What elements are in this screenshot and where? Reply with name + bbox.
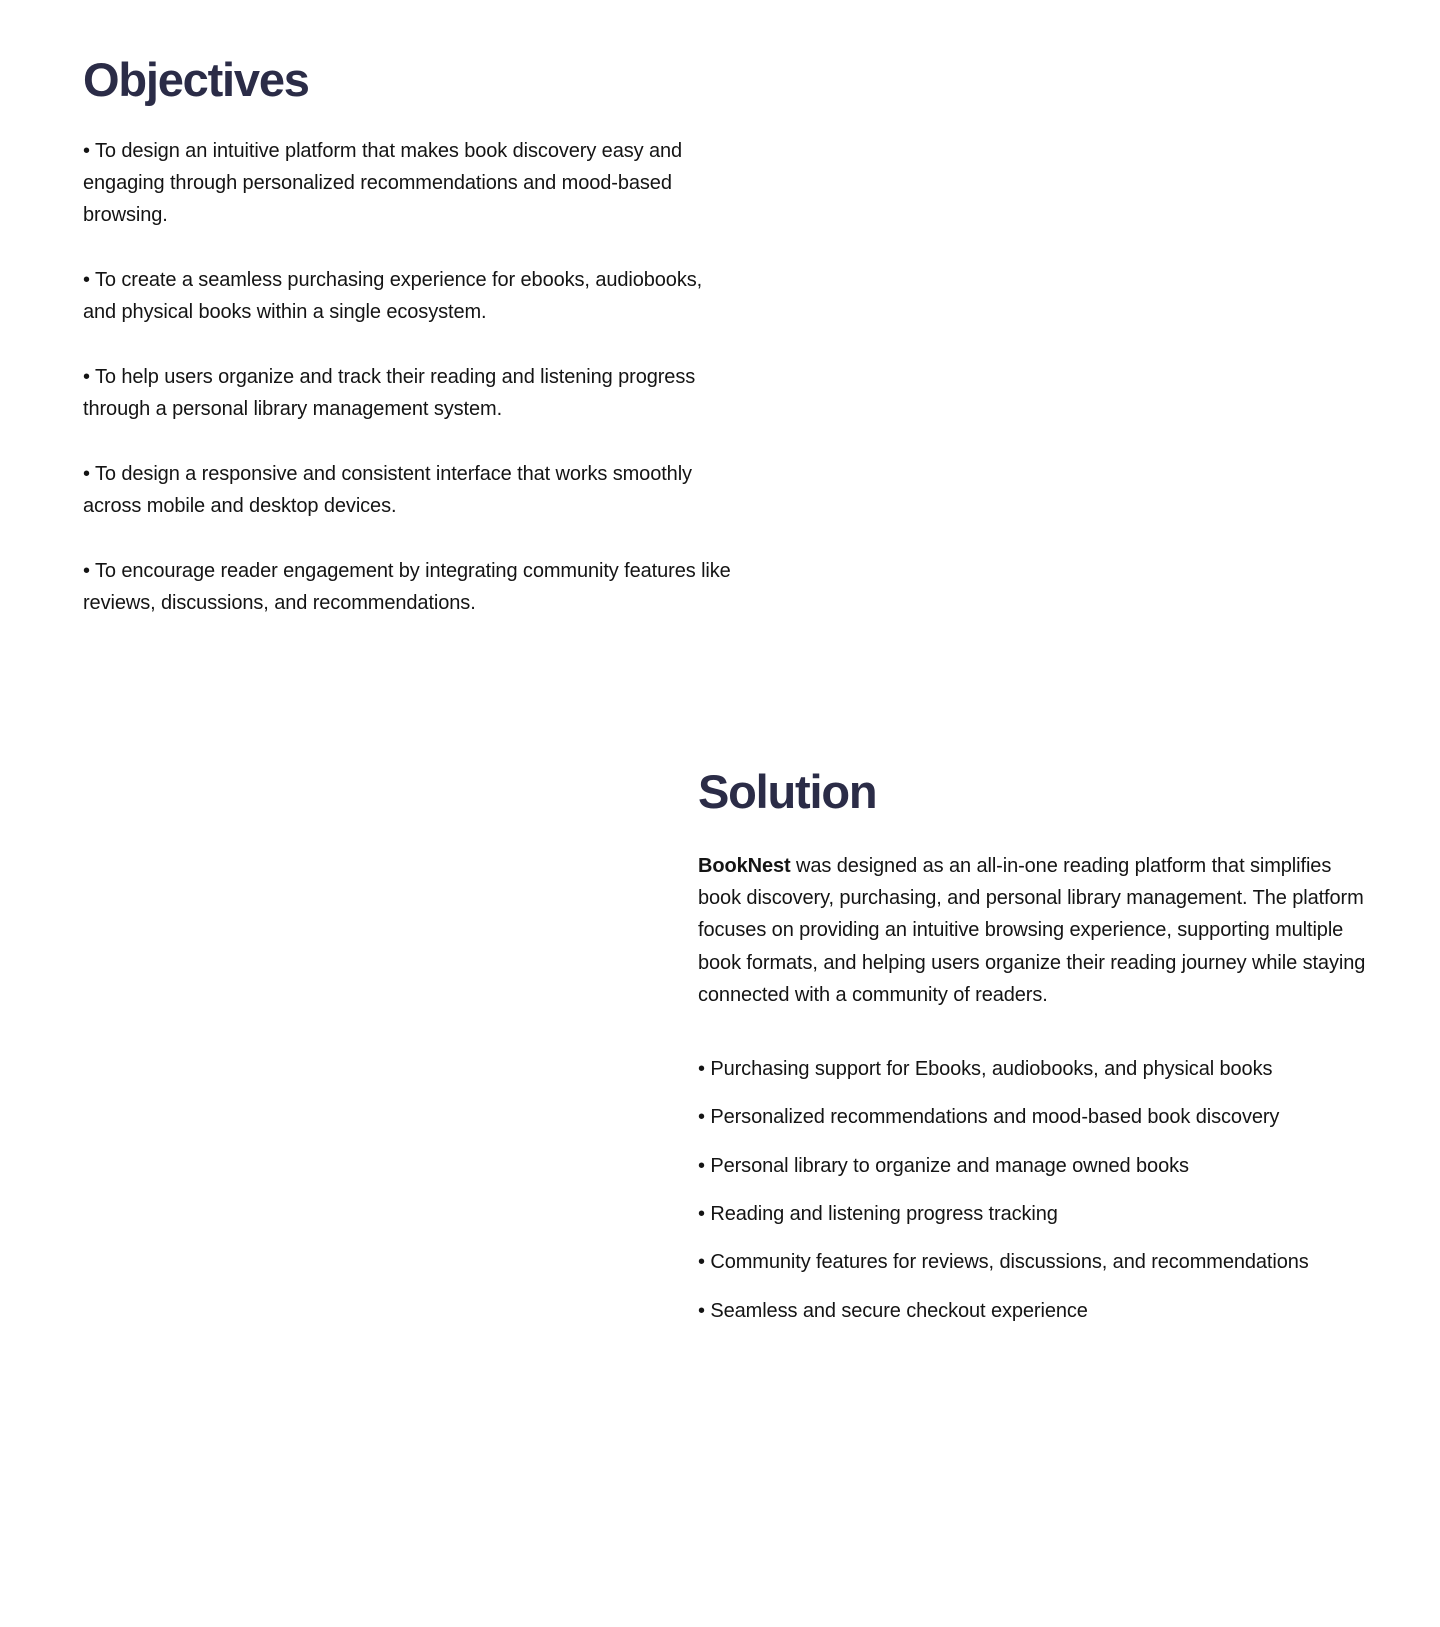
feature-item: • Seamless and secure checkout experience — [698, 1299, 1088, 1322]
objective-item: • To design an intuitive platform that makes book discovery easy and engaging through personalized recommendations and mood-based browsing. — [83, 139, 683, 227]
objectives-heading: Objectives — [83, 53, 309, 106]
objectives-section — [83, 54, 733, 619]
feature-item: • Reading and listening progress tracking — [698, 1203, 1058, 1226]
feature-list — [698, 1053, 1378, 1327]
feature-item: • Personal library to organize and manage owned books — [698, 1154, 1189, 1177]
solution-intro — [698, 850, 1378, 1011]
objective-item: • To design a responsive and consistent interface that works smoothly across mobile and desktop devices. — [83, 462, 692, 517]
feature-item: • Purchasing support for Ebooks, audiobooks, and physical books — [698, 1058, 1273, 1081]
solution-section — [698, 766, 1378, 1327]
feature-item: • Personalized recommendations and mood-based book discovery — [698, 1106, 1280, 1129]
solution-intro-text: was designed as an all-in-one reading platform that simplifies book discovery, purchasing, and personal library management. The platform focuses on providing an intuitive browsing experience, supporting multiple book formats, and helping users organize their reading journey while staying connected with a community of readers. — [698, 854, 1366, 1006]
feature-item: • Community features for reviews, discussions, and recommendations — [698, 1251, 1309, 1274]
objectives-list — [83, 135, 733, 619]
brand-name: BookNest — [698, 854, 791, 877]
objective-item: • To encourage reader engagement by integrating community features like reviews, discussions, and recommendations. — [83, 559, 731, 614]
objective-item: • To help users organize and track their reading and listening progress through a personal library management system. — [83, 365, 696, 421]
solution-heading: Solution — [698, 765, 877, 818]
objective-item: • To create a seamless purchasing experience for ebooks, audiobooks, and physical books within a single ecosystem. — [83, 268, 703, 324]
